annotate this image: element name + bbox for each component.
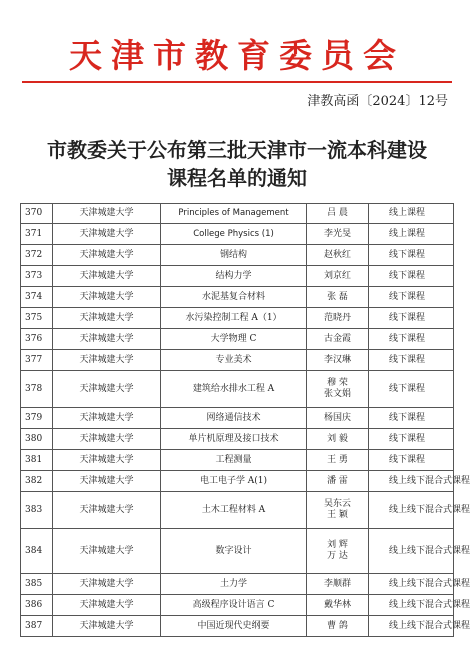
university-name: 天津城建大学 [53,529,161,574]
course-leader [307,371,369,408]
course-leader [307,266,369,287]
course-leader [307,204,369,224]
course-leader-name: 张文娟 [323,389,351,399]
course-type: 线上线下混合式课程 [369,529,454,574]
row-number: 383 [21,492,53,529]
row-number: 387 [21,616,53,637]
course-leader [307,492,369,529]
row-number: 377 [21,350,53,371]
row-number: 371 [21,224,53,245]
table-row [21,308,454,329]
university-name: 天津城建大学 [53,204,161,224]
row-number: 385 [21,574,53,595]
course-name: 钢结构 [161,245,307,266]
course-type: 线上线下混合式课程 [369,574,454,595]
course-leader [307,287,369,308]
course-leader [307,245,369,266]
table-row [21,595,454,616]
course-type: 线下课程 [369,287,454,308]
table-row [21,329,454,350]
course-leader [307,408,369,429]
course-name: 工程测量 [161,450,307,471]
course-leader-name: 范晓丹 [323,312,351,323]
course-leader-name: 王 颖 [327,510,348,520]
course-name: 电工电子学 A(1) [161,471,307,492]
course-name: 大学物理 C [161,329,307,350]
course-name: 网络通信技术 [161,408,307,429]
course-leader-name: 潘 雷 [327,475,348,486]
course-type: 线上线下混合式课程 [369,471,454,492]
course-leader-name: 张 磊 [327,291,348,302]
university-name: 天津城建大学 [53,595,161,616]
table-row [21,204,454,224]
university-name: 天津城建大学 [53,224,161,245]
course-name: College Physics (1) [161,224,307,245]
table-row [21,287,454,308]
row-number: 384 [21,529,53,574]
table-row [21,371,454,408]
university-name: 天津城建大学 [53,574,161,595]
table-row [21,224,454,245]
course-name: 中国近现代史纲要 [161,616,307,637]
course-name: 结构力学 [161,266,307,287]
university-name: 天津城建大学 [53,308,161,329]
course-name: 数字设计 [161,529,307,574]
course-leader-name: 刘京红 [323,270,351,281]
university-name: 天津城建大学 [53,616,161,637]
row-number: 374 [21,287,53,308]
course-type: 线下课程 [369,308,454,329]
university-name: 天津城建大学 [53,350,161,371]
row-number: 379 [21,408,53,429]
table-row [21,450,454,471]
course-leader [307,429,369,450]
table-row [21,471,454,492]
row-number: 376 [21,329,53,350]
course-leader [307,308,369,329]
course-type: 线下课程 [369,245,454,266]
course-leader [307,450,369,471]
course-leader-name: 刘 辉 [327,540,348,550]
course-type: 线上课程 [369,224,454,245]
course-table-body [21,204,471,637]
university-name: 天津城建大学 [53,266,161,287]
university-name: 天津城建大学 [53,408,161,429]
course-leader-name: 刘 毅 [327,433,348,444]
row-number: 386 [21,595,53,616]
notice-title-line-1: 市教委关于公布第三批天津市一流本科建设 [47,138,427,162]
university-name: 天津城建大学 [53,245,161,266]
course-type: 线下课程 [369,450,454,471]
document-number: 津教高函〔2024〕12号 [307,94,448,109]
course-name: 专业美术 [161,350,307,371]
university-name: 天津城建大学 [53,492,161,529]
course-leader [307,595,369,616]
course-leader [307,224,369,245]
row-number: 378 [21,371,53,408]
header-title: 天津市教育委员会 [69,36,405,75]
row-number: 381 [21,450,53,471]
course-leader-name: 杨国庆 [323,412,351,423]
course-leader-name: 万 达 [327,551,348,561]
course-leader [307,329,369,350]
course-name: Principles of Management [161,204,307,224]
course-name: 高级程序设计语言 C [161,595,307,616]
course-leader [307,350,369,371]
course-leader-name: 戴华林 [323,599,351,610]
row-number: 375 [21,308,53,329]
university-name: 天津城建大学 [53,471,161,492]
course-type: 线下课程 [369,350,454,371]
row-number: 372 [21,245,53,266]
row-number: 382 [21,471,53,492]
course-name: 水泥基复合材料 [161,287,307,308]
course-leader-name: 赵秋红 [323,249,351,260]
course-list-table [20,203,471,637]
table-row [21,266,454,287]
university-name: 天津城建大学 [53,429,161,450]
course-name: 单片机原理及接口技术 [161,429,307,450]
table-row [21,492,454,529]
course-type: 线下课程 [369,329,454,350]
university-name: 天津城建大学 [53,371,161,408]
table-row [21,529,454,574]
course-type: 线上课程 [369,204,454,224]
notice-title [0,136,474,192]
course-type: 线下课程 [369,408,454,429]
table-row [21,350,454,371]
course-name: 土力学 [161,574,307,595]
table-row [21,245,454,266]
header-red-rule [22,81,452,83]
course-type: 线下课程 [369,266,454,287]
course-leader [307,471,369,492]
course-type: 线上线下混合式课程 [369,492,454,529]
row-number: 373 [21,266,53,287]
course-type: 线上线下混合式课程 [369,595,454,616]
course-leader-name: 李光旻 [323,228,351,239]
table-row [21,574,454,595]
course-leader-name: 王 勇 [327,454,348,465]
course-leader-name: 曹 鸽 [327,620,348,631]
table-row [21,408,454,429]
university-name: 天津城建大学 [53,450,161,471]
course-leader [307,574,369,595]
course-leader [307,529,369,574]
university-name: 天津城建大学 [53,329,161,350]
course-leader-name: 李顺群 [323,578,351,589]
course-leader-name: 吴东云 [323,499,351,509]
table-row [21,429,454,450]
course-name: 建筑给水排水工程 A [161,371,307,408]
row-number: 380 [21,429,53,450]
course-name: 土木工程材料 A [161,492,307,529]
row-number: 370 [21,204,53,224]
course-leader-name: 李汉琳 [323,354,351,365]
course-name: 水污染控制工程 A（1） [161,308,307,329]
table-row [21,616,454,637]
course-type: 线下课程 [369,429,454,450]
university-name: 天津城建大学 [53,287,161,308]
course-leader-name: 古金霞 [323,333,351,344]
course-leader-name: 吕 晨 [327,208,348,218]
course-leader [307,616,369,637]
notice-title-line-2: 课程名单的通知 [167,166,307,190]
course-type: 线上线下混合式课程 [369,616,454,637]
course-type: 线下课程 [369,371,454,408]
course-leader-name: 穆 荣 [327,378,348,388]
